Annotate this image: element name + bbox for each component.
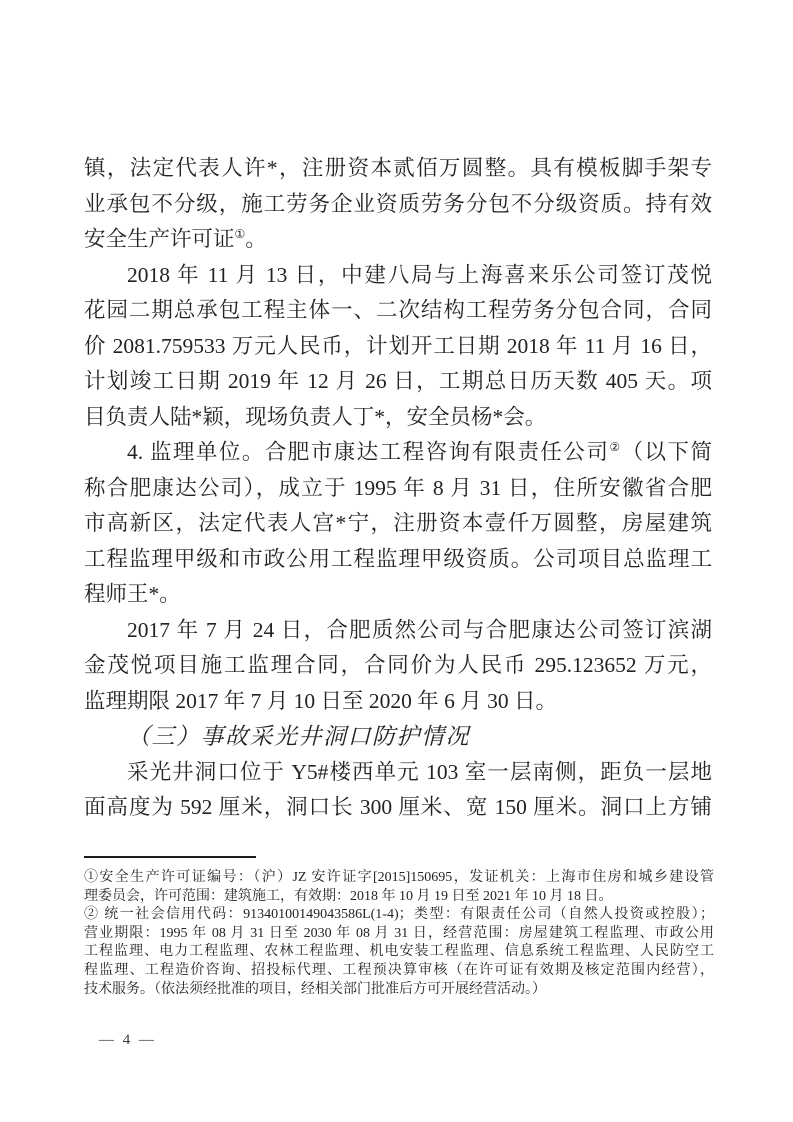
paragraph: [84, 613, 712, 720]
footnote-line: ② 统一社会信用代码：91340100149043586L(1-4)；类型：有限责任公司（自然人投资或控股）；: [84, 907, 714, 923]
body-line: 金茂悦项目施工监理合同，合同价为人民币 295.123652 万元，: [84, 653, 712, 677]
body-line: 业承包不分级，施工劳务企业资质劳务分包不分级资质。持有效: [84, 191, 712, 216]
footnote-line: ①安全生产许可证编号：（沪）JZ 安许证字[2015]150695，发证机关：上海市住房和城乡建设管: [84, 870, 714, 885]
paragraph: [84, 151, 712, 258]
body-line: 采光井洞口位于 Y5#楼西单元 103 室一层南侧，距负一层地: [127, 759, 712, 784]
body-line: 4. 监理单位。合肥市康达工程咨询有限责任公司②（以下简: [127, 439, 712, 464]
body-line: 市高新区，法定代表人宫*宁，注册资本壹仟万圆整，房屋建筑: [84, 511, 712, 535]
footnote-line: 技术服务。（依法须经批准的项目，经相关部门批准后方可开展经营活动。）: [84, 981, 546, 997]
body-line: 程师王*。: [84, 582, 181, 606]
footnote-item: [84, 906, 714, 999]
body-line: 目负责人陆*颖，现场负责人丁*，安全员杨*会。: [84, 404, 547, 429]
body-line: 花园二期总承包工程主体一、二次结构工程劳务分包合同，合同: [84, 298, 712, 322]
footnote-ref-marker: ②: [609, 439, 622, 454]
footnote-line: 程监理、工程造价咨询、招投标代理、工程预决算审核（在许可证有效期及核定范围内经营），: [84, 962, 714, 978]
body-line: 安全生产许可证①。: [84, 226, 267, 251]
footnote-ref-marker: ①: [234, 226, 246, 241]
paragraph: [84, 258, 712, 436]
page-number: — 4 —: [99, 1032, 157, 1048]
body-line: 2017 年 7 月 24 日，合肥质然公司与合肥康达公司签订滨湖: [127, 617, 712, 642]
body-line: 面高度为 592 厘米，洞口长 300 厘米、宽 150 厘米。洞口上方铺: [84, 795, 712, 819]
body-line: 价 2081.759533 万元人民币，计划开工日期 2018 年 11 月 16 日，: [84, 333, 712, 358]
paragraph: [84, 755, 712, 826]
heading-line: （三）事故采光井洞口防护情况: [127, 724, 470, 749]
footnote-line: 理委员会，许可范围：建筑施工，有效期：2018 年 10 月 19 日至 2021 年 10 月 18 日。: [84, 888, 613, 904]
body-line: 工程监理甲级和市政公用工程监理甲级资质。公司项目总监理工: [84, 546, 712, 571]
body-line: 计划竣工日期 2019 年 12 月 26 日，工期总日历天数 405 天。项: [84, 369, 712, 393]
paragraph: [84, 435, 712, 613]
footnote-line: 营业期限：1995 年 08 月 31 日至 2030 年 08 月 31 日，经营范围：房屋建筑工程监理、市政公用: [84, 925, 714, 941]
body-line: 称合肥康达公司），成立于 1995 年 8 月 31 日，住所安徽省合肥: [84, 475, 712, 500]
body-line: 监理期限 2017 年 7 月 10 日至 2020 年 6 月 30 日。: [84, 688, 558, 713]
document-body: [84, 151, 712, 826]
footnote-line: 工程监理、电力工程监理、农林工程监理、机电安装工程监理、信息系统工程监理、人民防空工: [84, 944, 714, 960]
footnote-separator: [84, 856, 256, 858]
body-line: 2018 年 11 月 13 日，中建八局与上海喜来乐公司签订茂悦: [127, 262, 712, 287]
body-line: 镇，法定代表人许*，注册资本贰佰万圆整。具有模板脚手架专: [84, 156, 712, 180]
footnote-item: [84, 869, 714, 906]
section-heading: [84, 719, 712, 755]
footnotes: [84, 869, 714, 999]
